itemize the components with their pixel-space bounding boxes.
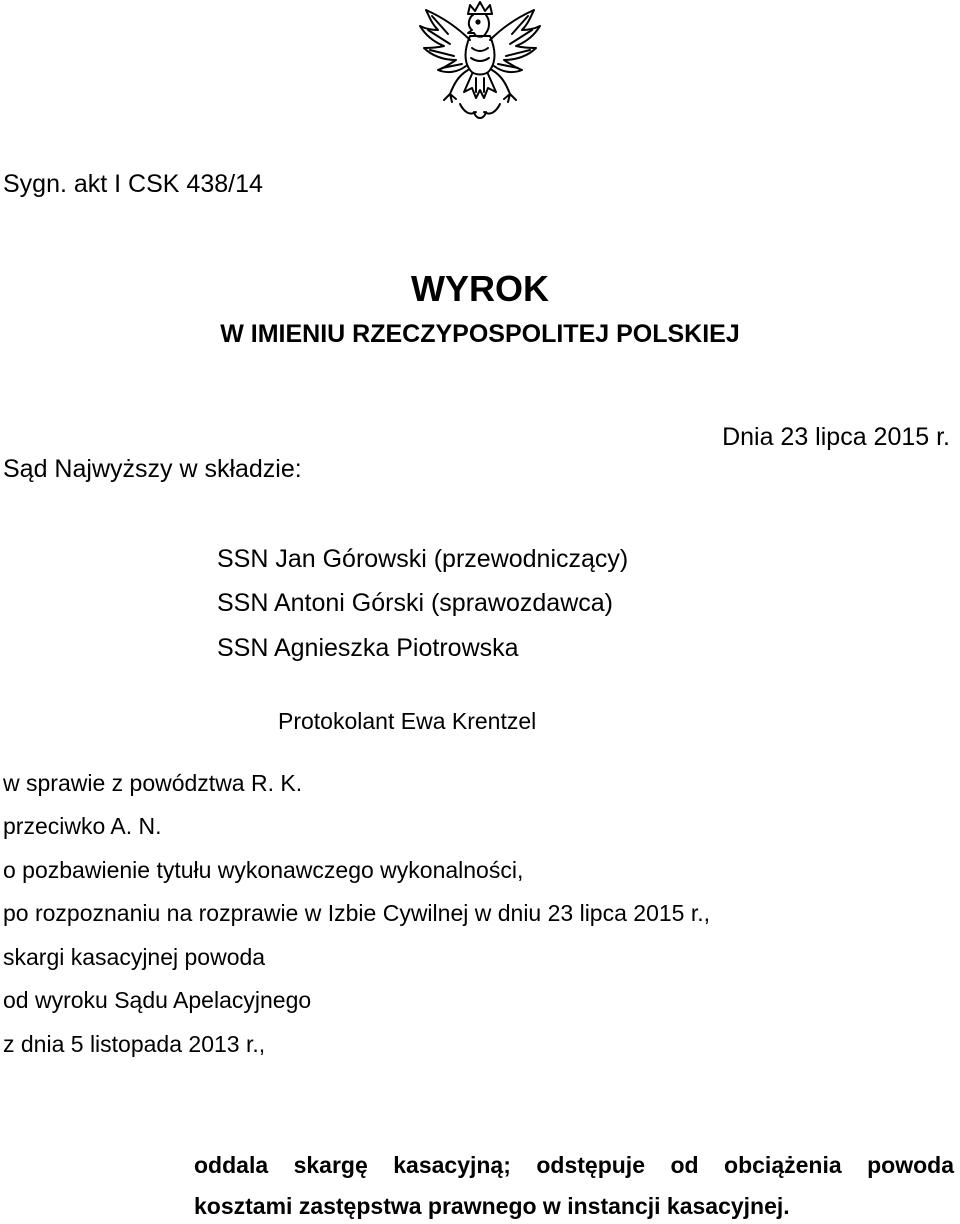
judge-member: SSN Agnieszka Piotrowska (217, 634, 519, 662)
verdict-line-2: kosztami zastępstwa prawnego w instancji kasacyjnej. (194, 1193, 790, 1219)
case-line-lower-court: od wyroku Sądu Apelacyjnego (3, 987, 312, 1013)
judge-presiding: SSN Jan Górowski (przewodniczący) (217, 545, 629, 573)
case-line-appeal: skargi kasacyjnej powoda (3, 944, 266, 970)
judgment-date: Dnia 23 lipca 2015 r. (722, 423, 950, 451)
court-clerk: Protokolant Ewa Krentzel (278, 708, 537, 734)
case-line-hearing: po rozpoznaniu na rozprawie w Izbie Cywilnej w dniu 23 lipca 2015 r., (3, 900, 711, 926)
polish-eagle-emblem-icon (410, 0, 550, 128)
case-line-subject: o pozbawienie tytułu wykonawczego wykonalności, (3, 857, 524, 883)
verdict-line-1: oddala skargę kasacyjną; odstępuje od obciążenia powoda (194, 1152, 954, 1178)
court-composition-label: Sąd Najwyższy w składzie: (3, 455, 302, 483)
document-subtitle: W IMIENIU RZECZYPOSPOLITEJ POLSKIEJ (220, 320, 740, 348)
case-signature: Sygn. akt I CSK 438/14 (3, 170, 263, 198)
case-line-lower-court-date: z dnia 5 listopada 2013 r., (3, 1031, 266, 1057)
case-line-defendant: przeciwko A. N. (3, 813, 162, 839)
document-title: WYROK (411, 268, 549, 309)
case-line-plaintiff: w sprawie z powództwa R. K. (3, 770, 303, 796)
judge-rapporteur: SSN Antoni Górski (sprawozdawca) (217, 589, 613, 617)
